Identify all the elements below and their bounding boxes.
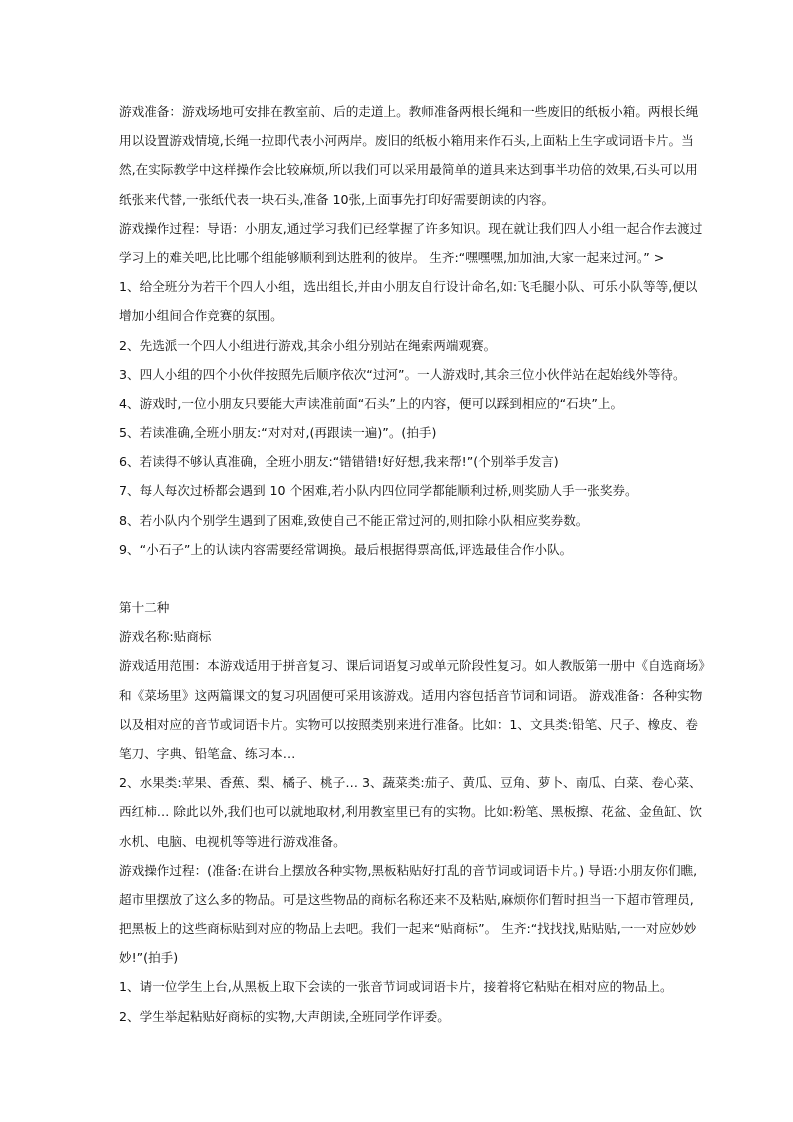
list-item: 1、给全班分为若干个四人小组，选出组长,并由小朋友自行设计命名,如:飞毛腿小队、可乐小队等等,便以 [119,279,698,295]
paragraph-line: 超市里摆放了这么多的物品。可是这些物品的商标名称还来不及粘贴,麻烦你们暂时担当一下超市管理员, [119,891,694,907]
list-item: 1、请一位学生上台,从黑板上取下会读的一张音节词或词语卡片，接着将它粘贴在相对应的物品上。 [119,979,673,995]
paragraph-line: 西红柿… 除此以外,我们也可以就地取材,利用教室里已有的实物。比如:粉笔、黑板擦、花盆、金鱼缸、饮 [119,804,702,820]
paragraph-line: 以及相对应的音节或词语卡片。实物可以按照类别来进行准备。比如：1、文具类:铅笔、尺子、橡皮、卷 [119,716,698,732]
paragraph-line: 游戏准备：游戏场地可安排在教室前、后的走道上。教师准备两根长绳和一些废旧的纸板小箱。两根长绳 [119,104,699,119]
paragraph-line: 游戏适用范围：本游戏适用于拼音复习、课后词语复习或单元阶段性复习。如人教版第一册中《自选商场》 [119,658,711,674]
paragraph-line: 妙!”(拍手) [119,950,179,966]
paragraph-line: 笔刀、字典、铅笔盒、练习本… [119,745,296,761]
paragraph-line: 把黑板上的这些商标贴到对应的物品上去吧。我们一起来“贴商标”。 生齐:“找找找,贴贴贴,一一对应妙妙 [119,921,697,937]
paragraph-line: 用以设置游戏情境,长绳一拉即代表小河两岸。废旧的纸板小箱用来作石头,上面粘上生字或词语卡片。当 [119,133,694,149]
list-item: 9、“小石子”上的认读内容需要经常调换。最后根据得票高低,评选最佳合作小队。 [119,541,573,557]
list-item: 2、学生举起粘贴好商标的实物,大声朗读,全班同学作评委。 [119,1008,450,1024]
list-item: 3、四人小组的四个小伙伴按照先后顺序依次“过河”。一人游戏时,其余三位小伙伴站在起始线外等待。 [119,366,686,382]
list-item: 8、若小队内个别学生遇到了困难,致使自己不能正常过河的,则扣除小队相应奖券数。 [119,512,589,528]
list-item: 5、若读准确,全班小朋友:“对对对,(再跟读一遍)”。(拍手) [119,425,437,441]
section-game-eleven [119,97,703,564]
paragraph-line: 水机、电脑、电视机等等进行游戏准备。 [119,833,346,849]
paragraph-line: 纸张来代替,一张纸代表一块石头,准备 10张,上面事先打印好需要朗读的内容。 [119,191,555,207]
paragraph-line: 和《菜场里》这两篇课文的复习巩固便可采用该游戏。适用内容包括音节词和词语。 游戏准备：各种实物 [119,687,703,703]
paragraph-line: 学习上的难关吧,比比哪个组能够顺利到达胜利的彼岸。 生齐:“嘿嘿嘿,加加油,大家一起来过河。” > [119,249,665,265]
list-item: 增加小组间合作竞赛的氛围。 [119,308,283,324]
section-game-twelve [119,593,711,1031]
paragraph-line: 然,在实际教学中这样操作会比较麻烦,所以我们可以采用最简单的道具来达到事半功倍的效果,石头可以用 [119,162,698,178]
list-item: 6、若读得不够认真准确，全班小朋友:“错错错!好好想,我来帮!”(个别举手发言) [119,454,559,470]
document-body [119,97,711,1031]
section-spacer [119,564,679,593]
list-item: 7、每人每次过桥都会遇到 10 个困难,若小队内四位同学都能顺利过桥,则奖励人手一张奖券。 [119,483,638,499]
section-heading: 第十二种 [119,600,170,615]
list-item: 4、游戏时,一位小朋友只要能大声读准前面“石头”上的内容，便可以踩到相应的“石块”上。 [119,395,624,411]
paragraph-line: 游戏操作过程：导语：小朋友,通过学习我们已经掌握了许多知识。现在就让我们四人小组一起合作去渡过 [119,220,703,236]
paragraph-line: 2、水果类:苹果、香蕉、梨、橘子、桃子… 3、蔬菜类:茄子、黄瓜、豆角、萝卜、南瓜、白菜、卷心菜、 [119,775,702,791]
paragraph-line: 游戏操作过程：(准备:在讲台上摆放各种实物,黑板粘贴好打乱的音节词或词语卡片。) 导语:小朋友你们瞧, [119,862,698,878]
game-name: 游戏名称:贴商标 [119,629,212,645]
list-item: 2、先选派一个四人小组进行游戏,其余小组分别站在绳索两端观赛。 [119,337,497,353]
